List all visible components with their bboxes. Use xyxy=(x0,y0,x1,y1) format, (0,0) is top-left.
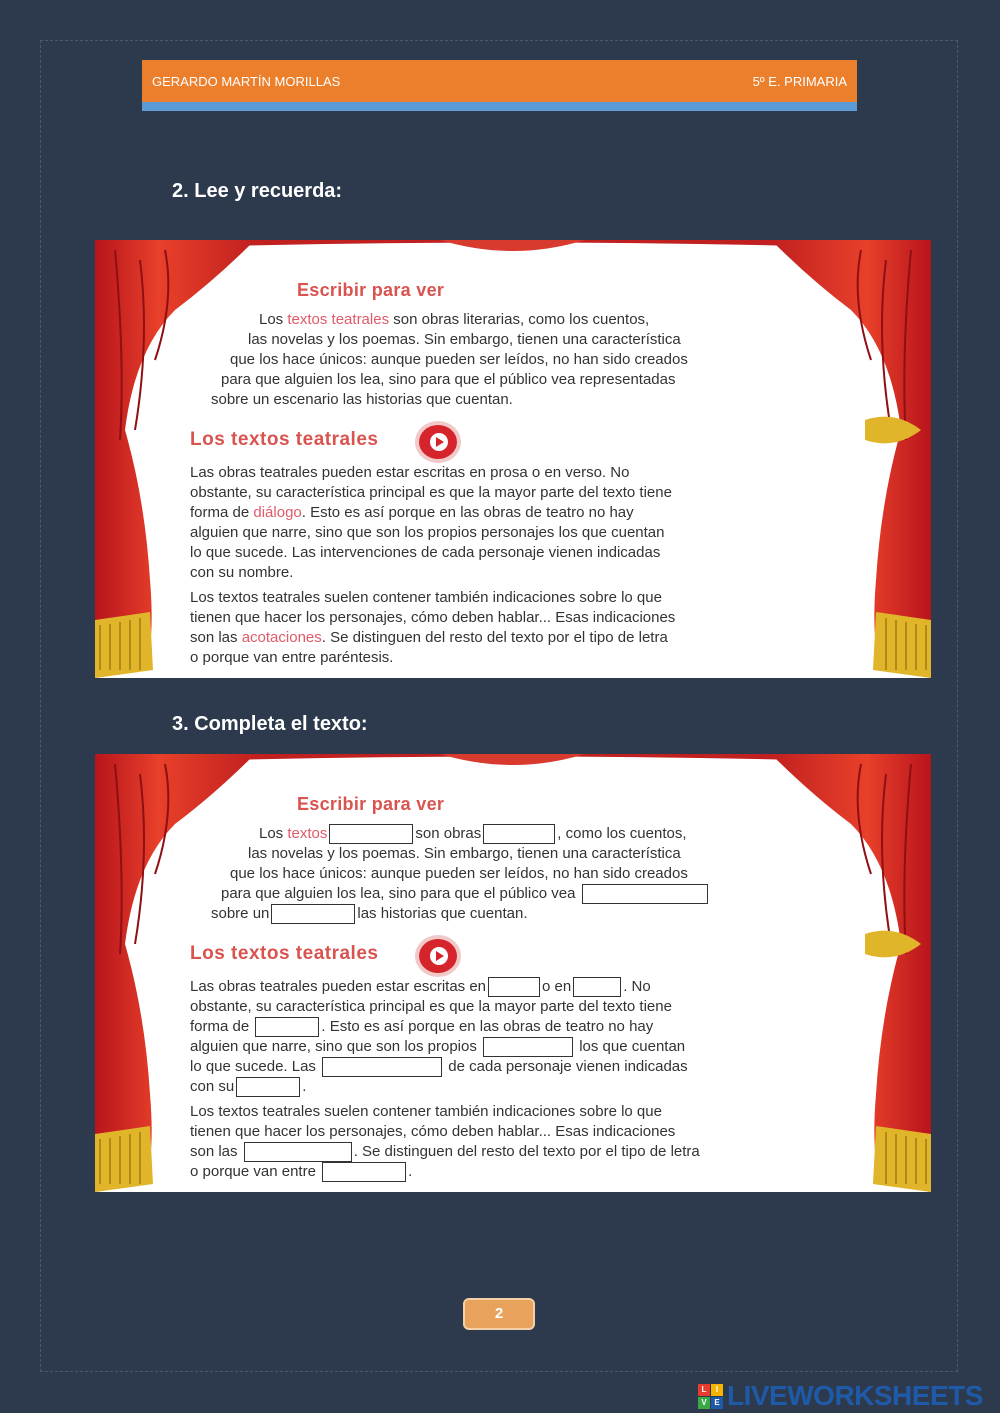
grade-label: 5º E. PRIMARIA xyxy=(752,73,847,89)
play-icon[interactable] xyxy=(414,420,462,464)
page-header xyxy=(142,60,857,102)
blank-input-4[interactable] xyxy=(271,904,355,924)
blank-input-2[interactable] xyxy=(483,824,555,844)
paragraph-1-line-5: lo que sucede. Las intervenciones de cada personaje vienen indicadas xyxy=(190,544,661,561)
paragraph-1-line-3: forma de . Esto es así porque en las obras de teatro no hay xyxy=(190,1017,653,1037)
exercise-3-stage xyxy=(95,754,931,1192)
intro-line-4: para que alguien los lea, sino para que el público vea xyxy=(221,884,710,904)
reading-title: Escribir para ver xyxy=(297,280,445,300)
blank-input-11[interactable] xyxy=(244,1142,352,1162)
intro-line-3: que los hace únicos: aunque pueden ser leídos, no han sido creados xyxy=(230,865,688,882)
exercise-2-stage xyxy=(95,240,931,678)
liveworksheets-brand: LIVEWORKSHEETS xyxy=(727,1380,983,1411)
page-number: 2 xyxy=(463,1298,535,1330)
blank-input-7[interactable] xyxy=(255,1017,319,1037)
paragraph-1-line-2: obstante, su característica principal es que la mayor parte del texto tiene xyxy=(190,998,672,1015)
blank-input-10[interactable] xyxy=(236,1077,300,1097)
blank-input-3[interactable] xyxy=(582,884,708,904)
paragraph-1-line-1: Las obras teatrales pueden estar escritas en o en . No xyxy=(190,977,651,997)
section-title: Los textos teatrales xyxy=(190,429,379,450)
liveworksheets-icon: L I V E xyxy=(698,1384,723,1409)
intro-line-3: que los hace únicos: aunque pueden ser leídos, no han sido creados xyxy=(230,351,688,368)
blank-input-9[interactable] xyxy=(322,1057,442,1077)
paragraph-1-line-6: con su nombre. xyxy=(190,564,294,581)
section-title: Los textos teatrales xyxy=(190,943,379,964)
blank-input-6[interactable] xyxy=(573,977,621,997)
play-icon[interactable] xyxy=(414,934,462,978)
exercise-2-heading: 2. Lee y recuerda: xyxy=(172,180,343,202)
paragraph-1-line-1: Las obras teatrales pueden estar escritas en prosa o en verso. No xyxy=(190,464,630,481)
intro-line-2: las novelas y los poemas. Sin embargo, tienen una característica xyxy=(248,845,681,862)
highlight-acotaciones: acotaciones xyxy=(241,629,322,646)
blank-input-12[interactable] xyxy=(322,1162,406,1182)
header-stripe xyxy=(142,102,857,111)
paragraph-1-line-4: alguien que narre, sino que son los propios los que cuentan xyxy=(190,1037,685,1057)
paragraph-1-line-4: alguien que narre, sino que son los propios personajes los que cuentan xyxy=(190,524,665,541)
intro-line-5: sobre un las historias que cuentan. xyxy=(211,904,527,924)
paragraph-1-line-2: obstante, su característica principal es que la mayor parte del texto tiene xyxy=(190,484,672,501)
blank-input-1[interactable] xyxy=(329,824,413,844)
reading-title: Escribir para ver xyxy=(297,794,445,814)
blank-input-8[interactable] xyxy=(483,1037,573,1057)
paragraph-1-line-5: lo que sucede. Las de cada personaje vienen indicadas xyxy=(190,1057,688,1077)
author-name: GERARDO MARTÍN MORILLAS xyxy=(152,73,341,89)
paragraph-2-line-4: o porque van entre paréntesis. xyxy=(190,649,394,666)
paragraph-2-line-3: son las . Se distinguen del resto del texto por el tipo de letra xyxy=(190,1142,700,1162)
liveworksheets-logo xyxy=(698,1380,983,1412)
intro-line-4: para que alguien los lea, sino para que el público vea representadas xyxy=(221,371,676,388)
blank-input-5[interactable] xyxy=(488,977,540,997)
paragraph-1-line-6: con su . xyxy=(190,1077,306,1097)
intro-line-1: Los textos teatrales son obras literarias, como los cuentos, xyxy=(259,311,650,328)
paragraph-2-line-2: tienen que hacer los personajes, cómo deben hablar... Esas indicaciones xyxy=(190,1123,676,1140)
highlight-dialogo: diálogo xyxy=(253,504,302,521)
paragraph-2-line-1: Los textos teatrales suelen contener también indicaciones sobre lo que xyxy=(190,589,662,606)
intro-line-1: Los textos son obras , como los cuentos, xyxy=(259,824,687,844)
intro-line-2: las novelas y los poemas. Sin embargo, tienen una característica xyxy=(248,331,681,348)
exercise-3-heading: 3. Completa el texto: xyxy=(172,713,368,735)
paragraph-2-line-2: tienen que hacer los personajes, cómo deben hablar... Esas indicaciones xyxy=(190,609,676,626)
highlight-textos-teatrales: textos teatrales xyxy=(287,311,390,328)
paragraph-1-line-3: forma de diálogo. Esto es así porque en las obras de teatro no hay xyxy=(190,504,634,521)
paragraph-2-line-4: o porque van entre . xyxy=(190,1162,412,1182)
paragraph-2-line-3: son las acotaciones. Se distinguen del resto del texto por el tipo de letra xyxy=(190,629,668,646)
paragraph-2-line-1: Los textos teatrales suelen contener también indicaciones sobre lo que xyxy=(190,1103,662,1120)
intro-line-5: sobre un escenario las historias que cuentan. xyxy=(211,391,513,408)
